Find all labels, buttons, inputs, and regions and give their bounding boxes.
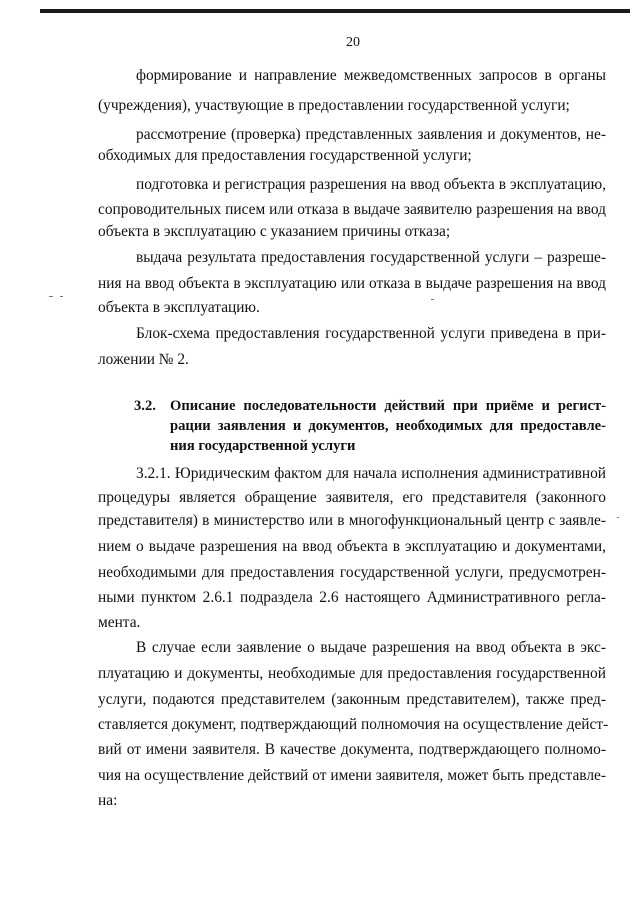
text-line: (учреждения), участвующие в предоставлении государственной услуги; [98, 97, 570, 114]
page-number: 20 [346, 35, 360, 50]
text-line: Блок-схема предоставления государственной услуги приведена в при- [136, 325, 606, 342]
text-line: услуги, подаются представителем (законным представителем), также пред- [98, 691, 606, 708]
text-line: ставляется документ, подтверждающий полномочия на осуществление дейст- [98, 716, 609, 733]
text-line: сопроводительных писем или отказа в выдаче заявителю разрешения на ввод [98, 201, 606, 218]
text-line: необходимыми для предоставления государственной услуги, предусмотрен- [98, 564, 606, 581]
text-line: нием о выдаче разрешения на ввод объекта в эксплуатацию и документами, [98, 538, 606, 555]
text-line: процедуры является обращение заявителя, его представителя (законного [98, 489, 606, 506]
text-line: выдача результата предоставления государственной услуги – разреше- [136, 249, 606, 266]
text-line: плуатацию и документы, необходимые для предоставления государственной [98, 665, 606, 682]
section-heading-line: рации заявления и документов, необходимых для предоставле- [170, 418, 606, 434]
scan-speck [49, 296, 53, 297]
text-line: мента. [98, 614, 141, 631]
text-line: на: [98, 792, 118, 809]
section-heading-line: Описание последовательности действий при приёме и регист- [170, 398, 606, 414]
text-line: вий от имени заявителя. В качестве документа, подтверждающего полномо- [98, 741, 606, 758]
scan-speck [60, 296, 63, 297]
text-line: представителя) в министерство или в многофункциональный центр с заявле- [98, 512, 606, 529]
text-line: формирование и направление межведомственных запросов в органы [136, 67, 606, 84]
text-line: объекта в эксплуатацию. [98, 299, 260, 316]
top-border-line [40, 9, 630, 13]
text-line: ными пунктом 2.6.1 подраздела 2.6 настоящего Административного регла- [98, 589, 606, 606]
text-line: ния на ввод объекта в эксплуатацию или отказа в выдаче разрешения на ввод [98, 275, 606, 292]
text-line: обходимых для предоставления государственной услуги; [98, 147, 472, 164]
text-line: объекта в эксплуатацию с указанием причины отказа; [98, 223, 451, 240]
text-line: ложении № 2. [98, 351, 189, 368]
text-line: подготовка и регистрация разрешения на ввод объекта в эксплуатацию, [136, 176, 606, 193]
section-heading-line: ния государственной услуги [170, 438, 356, 454]
text-line: чия на осуществление действий от имени заявителя, может быть представле- [98, 767, 606, 784]
scan-speck [431, 299, 434, 300]
scan-speck [617, 517, 619, 518]
text-line: рассмотрение (проверка) представленных заявления и документов, не- [136, 126, 606, 143]
text-line: В случае если заявление о выдаче разрешения на ввод объекта в экс- [136, 639, 606, 656]
section-number: 3.2. [134, 398, 156, 414]
text-line: 3.2.1. Юридическим фактом для начала исполнения административной [136, 465, 606, 482]
